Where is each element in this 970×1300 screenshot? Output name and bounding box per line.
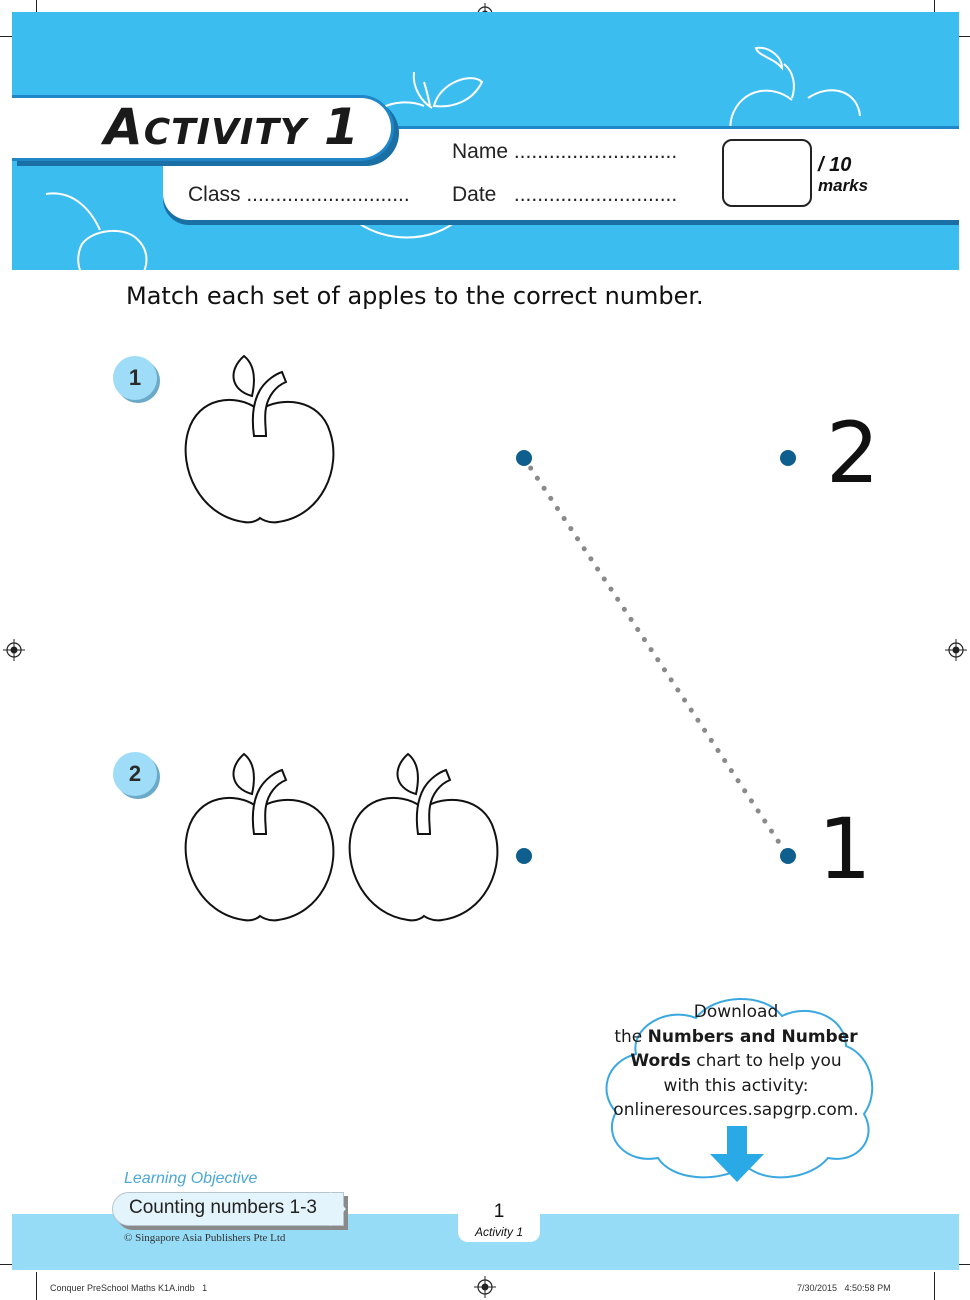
marks-label: marks <box>818 176 869 195</box>
target-number: 2 <box>826 404 880 502</box>
match-dot-right[interactable] <box>780 450 796 466</box>
note-line: Words chart to help you <box>630 1051 842 1071</box>
date-field[interactable]: Date ............................ <box>452 183 678 206</box>
match-dot-right[interactable] <box>780 848 796 864</box>
note-line: the Numbers and Number <box>614 1026 858 1047</box>
note-line: Download <box>693 1002 779 1022</box>
learning-objective: Counting numbers 1-3 <box>129 1197 317 1218</box>
copyright: © Singapore Asia Publishers Pte Ltd <box>124 1232 286 1244</box>
note-link[interactable]: onlineresources.sapgrp.com. <box>613 1100 859 1120</box>
page-activity-label: Activity 1 <box>474 1225 523 1239</box>
question-number-badge: 1 <box>113 356 157 400</box>
match-dot-left[interactable] <box>516 848 532 864</box>
marks-total: / 10 <box>818 154 852 176</box>
class-field[interactable]: Class ............................ <box>188 183 410 206</box>
download-note <box>600 1000 872 1123</box>
match-dot-left[interactable] <box>516 450 532 466</box>
note-line: with this activity: <box>663 1075 809 1096</box>
page-number: 1 <box>493 1201 505 1222</box>
question-number-badge: 2 <box>113 752 157 796</box>
name-field[interactable]: Name ............................ <box>452 140 678 163</box>
learning-objective-tab-tip <box>330 1192 346 1226</box>
instruction-text: Match each set of apples to the correct number. <box>126 282 704 310</box>
print-slug-file: Conquer PreSchool Maths K1A.indb 1 <box>50 1283 208 1293</box>
target-number: 1 <box>818 800 872 898</box>
learning-objective-label: Learning Objective <box>124 1170 258 1187</box>
activity-title: ACTIVITY 1 <box>104 98 360 156</box>
print-slug-date: 7/30/2015 4:50:58 PM <box>797 1283 891 1293</box>
